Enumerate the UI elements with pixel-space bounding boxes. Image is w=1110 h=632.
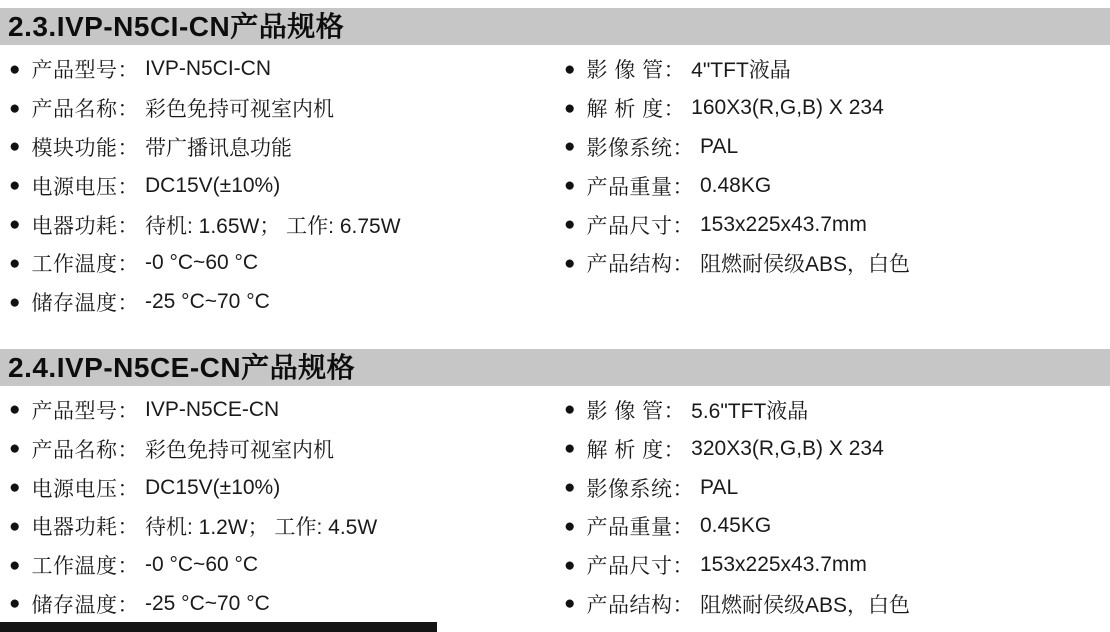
spec-item-name (0, 429, 555, 468)
spec-item-housing (555, 244, 1110, 283)
spec-value: 待机: 1.65W； 工作: 6.75W (144, 214, 401, 238)
spec-label: 影 像 管： (586, 59, 686, 83)
section-2-4 (0, 349, 1110, 624)
bullet-icon: ● (9, 399, 21, 421)
bullet-icon: ● (9, 58, 21, 80)
spec-label: 产品型号： (31, 399, 139, 423)
bullet-icon: ● (9, 291, 21, 313)
bullet-icon: ● (564, 252, 576, 274)
spec-label: 产品名称： (31, 98, 139, 122)
spec-value: 阻燃耐侯级ABS，白色 (699, 253, 911, 277)
section-2-3-left-column (0, 50, 555, 322)
spec-item-working-temp (0, 244, 555, 283)
bullet-icon: ● (564, 477, 576, 499)
spec-item-dimensions (555, 546, 1110, 585)
spec-label: 解 析 度： (586, 98, 686, 122)
spec-item-housing (555, 585, 1110, 624)
spec-item-storage-temp (0, 283, 555, 322)
bullet-icon: ● (9, 214, 21, 236)
spec-item-model (0, 50, 555, 89)
section-2-3-title: 2.3.IVP-N5CI-CN产品规格 (0, 8, 1110, 45)
spec-item-weight (555, 507, 1110, 546)
section-2-4-title: 2.4.IVP-N5CE-CN产品规格 (0, 349, 1110, 386)
spec-item-display-tube (555, 50, 1110, 89)
bullet-icon: ● (564, 58, 576, 80)
spec-label: 储存温度： (31, 292, 139, 316)
next-section-bar-cutoff (0, 622, 437, 632)
spec-value: 阻燃耐侯级ABS，白色 (699, 593, 911, 617)
spec-item-dimensions (555, 205, 1110, 244)
spec-value: 153x225x43.7mm (699, 212, 867, 236)
bullet-icon: ● (564, 175, 576, 197)
spec-value: 0.45KG (699, 514, 772, 538)
spec-value: -25 °C~70 °C (144, 591, 270, 615)
bullet-icon: ● (9, 438, 21, 460)
spec-label: 电源电压： (31, 477, 139, 501)
spec-item-working-temp (0, 546, 555, 585)
bullet-icon: ● (9, 593, 21, 615)
spec-value: -0 °C~60 °C (144, 251, 259, 275)
spec-item-module-function (0, 128, 555, 167)
bullet-icon: ● (564, 399, 576, 421)
spec-value: DC15V(±10%) (144, 173, 281, 197)
section-2-4-right-column (555, 391, 1110, 624)
spec-label: 产品尺寸： (586, 214, 694, 238)
bullet-icon: ● (564, 593, 576, 615)
spec-value: -0 °C~60 °C (144, 553, 259, 577)
spec-value: IVP-N5CI-CN (144, 57, 271, 81)
bullet-icon: ● (564, 515, 576, 537)
spec-label: 影像系统： (586, 477, 694, 501)
bullet-icon: ● (9, 97, 21, 119)
spec-item-name (0, 89, 555, 128)
spec-value: 160X3(R,G,B) X 234 (691, 96, 884, 120)
spec-value: PAL (699, 134, 739, 158)
spec-label: 产品结构： (586, 253, 694, 277)
spec-value: 彩色免持可视室内机 (144, 438, 334, 462)
spec-label: 产品型号： (31, 59, 139, 83)
spec-value: 5.6"TFT液晶 (691, 399, 809, 423)
bullet-icon: ● (9, 477, 21, 499)
spec-label: 工作温度： (31, 253, 139, 277)
bullet-icon: ● (9, 252, 21, 274)
bullet-icon: ● (9, 175, 21, 197)
spec-value: 4"TFT液晶 (691, 59, 791, 83)
bullet-icon: ● (564, 136, 576, 158)
spec-item-voltage (0, 166, 555, 205)
spec-label: 工作温度： (31, 555, 139, 579)
spec-item-resolution (555, 429, 1110, 468)
spec-value: DC15V(±10%) (144, 475, 281, 499)
spec-label: 模块功能： (31, 136, 139, 160)
spec-item-storage-temp (0, 585, 555, 624)
spec-value: 彩色免持可视室内机 (144, 98, 334, 122)
spec-label: 产品尺寸： (586, 555, 694, 579)
spec-item-power (0, 205, 555, 244)
spec-item-video-system (555, 128, 1110, 167)
spec-value: 320X3(R,G,B) X 234 (691, 436, 884, 460)
bullet-icon: ● (564, 438, 576, 460)
spec-item-model (0, 391, 555, 430)
bullet-icon: ● (9, 554, 21, 576)
section-2-4-left-column (0, 391, 555, 624)
spec-label: 电器功耗： (31, 516, 139, 540)
spec-item-voltage (0, 468, 555, 507)
spec-value: -25 °C~70 °C (144, 290, 270, 314)
spec-item-resolution (555, 89, 1110, 128)
spec-item-video-system (555, 468, 1110, 507)
section-divider-space (0, 322, 1110, 349)
spec-label: 影像系统： (586, 136, 694, 160)
section-2-3-columns (0, 45, 1110, 322)
spec-value: 待机: 1.2W； 工作: 4.5W (144, 516, 378, 540)
bullet-icon: ● (9, 136, 21, 158)
bullet-icon: ● (564, 214, 576, 236)
spec-label: 储存温度： (31, 593, 139, 617)
spec-label: 电器功耗： (31, 214, 139, 238)
spec-label: 影 像 管： (586, 399, 686, 423)
spec-value: PAL (699, 475, 739, 499)
bullet-icon: ● (564, 97, 576, 119)
spec-label: 解 析 度： (586, 438, 686, 462)
section-2-3-right-column (555, 50, 1110, 322)
spec-value: 0.48KG (699, 173, 772, 197)
section-2-3 (0, 8, 1110, 322)
spec-value: 带广播讯息功能 (144, 136, 292, 160)
spec-item-display-tube (555, 391, 1110, 430)
spec-label: 产品名称： (31, 438, 139, 462)
bullet-icon: ● (564, 554, 576, 576)
bullet-icon: ● (9, 515, 21, 537)
spec-value: IVP-N5CE-CN (144, 397, 280, 421)
spec-item-power (0, 507, 555, 546)
spec-value: 153x225x43.7mm (699, 553, 867, 577)
spec-label: 产品重量： (586, 175, 694, 199)
spec-label: 产品结构： (586, 593, 694, 617)
spec-item-weight (555, 166, 1110, 205)
section-2-4-columns (0, 386, 1110, 624)
spec-label: 产品重量： (586, 516, 694, 540)
spec-label: 电源电压： (31, 175, 139, 199)
